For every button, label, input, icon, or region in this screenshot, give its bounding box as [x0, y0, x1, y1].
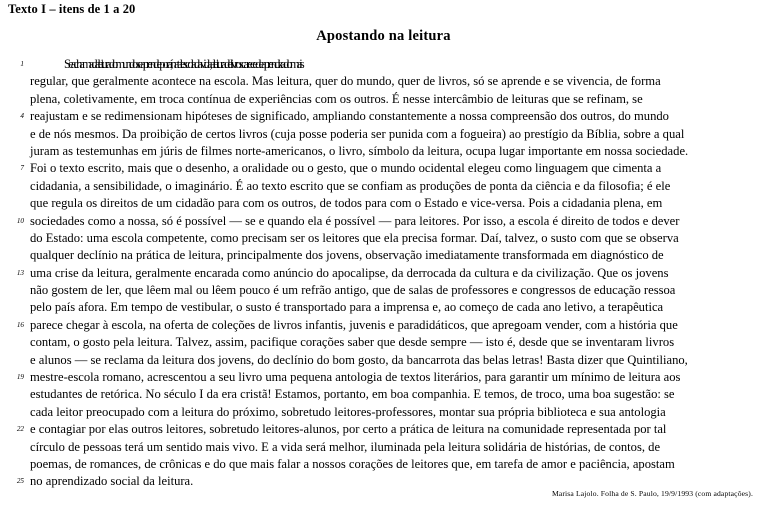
line-text: no aprendizado social da leitura. [30, 474, 194, 489]
text-line [16, 213, 746, 230]
text-line [30, 73, 746, 90]
line-text: e contagiar por elas outros leitores, sobretudo leitores-alunos, por certo a prática de leitura na comunidade representada por tal [30, 422, 667, 437]
line-text: contam, o gosto pela leitura. Talvez, assim, pacifique corações saber que desde sempre — isto é, desde que se inventaram livros [30, 335, 675, 350]
line-text: pelo país afora. Em tempo de vestibular, o susto é transportado para a imprensa e, ao começo de cada ano letivo, a terapêutica [30, 300, 664, 315]
line-number: 16 [16, 320, 24, 329]
text-line [16, 265, 746, 282]
text-line [16, 369, 746, 386]
line-text: plena, coletivamente, em troca contínua de experiências com os outros. É nesse intercâmbio de leituras que se refinam, se [30, 91, 643, 106]
text-line [30, 178, 746, 195]
line-text: qualquer declínio na prática de leitura, principalmente dos jovens, observação imediatamente transformada em diagnóstico de [30, 248, 664, 263]
text-line [30, 282, 746, 299]
line-text: juram as testemunhas em júris de filmes norte-americanos, o livro, símbolo da leitura, ocupa lugar importante em nossa sociedade. [30, 143, 689, 158]
line-text: parece chegar à escola, na oferta de coleções de livros infantis, juvenis e paradidáticos, que apregoam vender, com a história que [30, 317, 678, 332]
line-number: 13 [16, 268, 24, 277]
text-line [30, 352, 746, 369]
line-text: regular, que geralmente acontece na escola. Mas leitura, quer do mundo, quer de livros, só se aprende e se vivencia, de forma [30, 74, 661, 89]
text-line [30, 386, 746, 403]
line-text: círculo de pessoas terá um sentido mais vivo. E a vida será melhor, iluminada pela leitura solidária de histórias, de contos, de [30, 439, 661, 454]
line-text: cada leitor preocupado com a leitura do próximo, sobretudo leitores-professores, montar sua própria biblioteca e sua antologia [30, 404, 666, 419]
text-line [20, 160, 746, 177]
line-text: poemas, de romances, de crônicas e do que mais falar a nossos corações de leitores que, em tarefa de amor e paciência, apostam [30, 456, 675, 471]
text-line [16, 317, 746, 334]
text-line [30, 91, 746, 108]
text-line [16, 421, 746, 438]
line-text: que regula os direitos de um cidadão para com os outros, de todos para com o Estado e vice-versa. Pois a cidadania plena, em [30, 196, 663, 211]
line-text: sociedades como a nossa, só é possível — se e quando ela é possível — para leitores. Por isso, a escola é direito de todos e dever [30, 213, 680, 228]
line-number: 25 [16, 477, 24, 486]
text-line [30, 404, 746, 421]
line-number: 4 [20, 112, 24, 121]
text-line [20, 56, 746, 73]
line-text: estudantes de retórica. No século I da era cristã! Estamos, portanto, em boa companhia. E temos, de troco, uma boa sugestão: se [30, 387, 675, 402]
page-title: Apostando na leitura [316, 28, 451, 44]
line-text: não gostem de ler, que lêem mal ou lêem pouco é um refrão antigo, que de salas de professores e congressos de educação ressoa [30, 283, 676, 298]
line-text: Foi o texto escrito, mais que o desenho, a oralidade ou o gesto, que o mundo ocidental elegeu como linguagem que cimenta a [30, 161, 662, 176]
line-number: 22 [16, 425, 24, 434]
line-number: 7 [20, 164, 24, 173]
line-number: 1 [20, 60, 24, 68]
line-text: cidadania, a sensibilidade, o imaginário. É ao texto escrito que se confiam as produções de ponta da ciência e da filosofia; é ele [30, 178, 671, 193]
text-line [30, 195, 746, 212]
text-line [30, 456, 746, 473]
text-body [16, 56, 746, 491]
source-citation: Marisa Lajolo. Folha de S. Paulo, 19/9/1993 (com adaptações). [551, 489, 753, 498]
text-line [20, 108, 746, 125]
text-line [30, 247, 746, 264]
line-number: 10 [16, 216, 24, 225]
text-line [30, 334, 746, 351]
line-text: uma crise da leitura, geralmente encarada como anúncio do apocalipse, da derrocada da cultura e da civilização. Que os jovens [30, 265, 669, 280]
line-text: do Estado: uma escola competente, como precisam ser os leitores que ela precisa formar. Daí, talvez, o susto com que se observa [30, 230, 679, 245]
line-text: Se a chamada leitura do mundo se aprende por aí, na tal escola da vida, a leitura de livros carece de aprendizado mais [64, 57, 302, 71]
text-line [30, 143, 746, 160]
text-line [30, 439, 746, 456]
line-text: e de nós mesmos. Da proibição de certos livros (cuja posse poderia ser punida com a fogueira) ao prestígio da Bíblia, sobre a qual [30, 126, 685, 141]
line-number: 19 [16, 373, 24, 382]
text-line [30, 126, 746, 143]
text-line [30, 230, 746, 247]
section-header-label: Texto I – itens de 1 a 20 [8, 2, 136, 16]
line-text: reajustam e se redimensionam hipóteses de significado, ampliando constantemente a nossa compreensão dos outros, do mundo [30, 109, 669, 124]
text-line [30, 299, 746, 316]
line-text: mestre-escola romano, acrescentou a seu livro uma pequena antologia de textos literários, para garantir um mínimo de leitura aos [30, 370, 681, 385]
line-text: e alunos — se reclama da leitura dos jovens, do declínio do bom gosto, da bancarrota das belas letras! Basta dizer que Quintiliano, [30, 352, 688, 367]
